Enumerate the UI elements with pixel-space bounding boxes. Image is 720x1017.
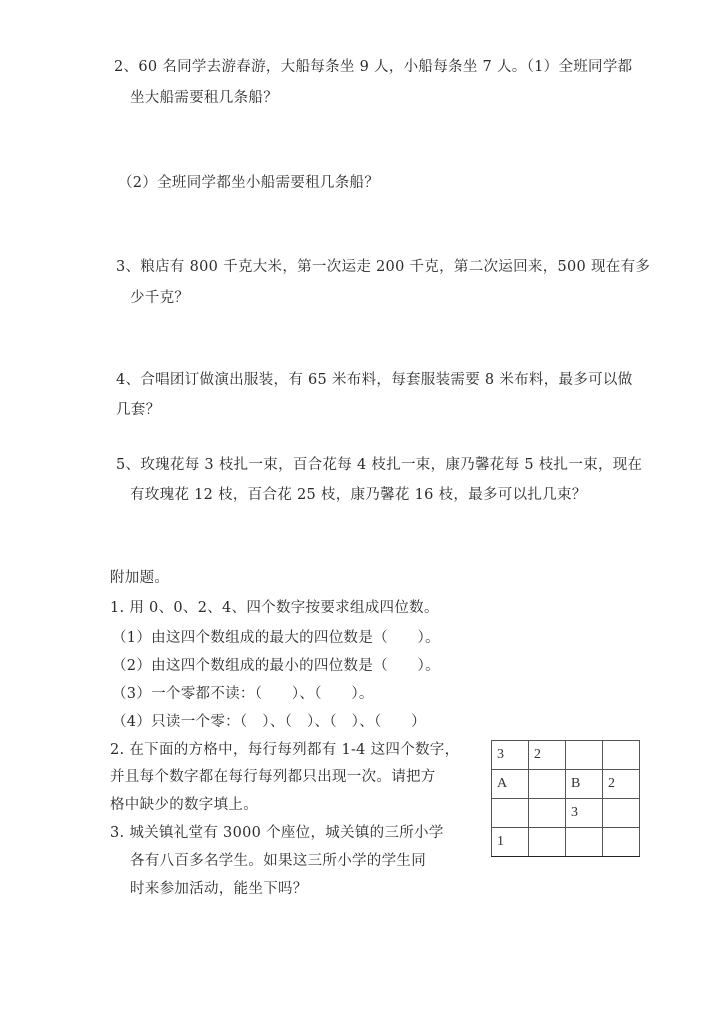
grid-cell xyxy=(529,799,566,828)
q2-line1: 2、60 名同学去游春游，大船每条坐 9 人，小船每条坐 7 人。（1）全班同学都 xyxy=(114,59,633,75)
q5-line1: 5、玫瑰花每 3 枝扎一束，百合花每 4 枝扎一束，康乃馨花每 5 枝扎一束，现在 xyxy=(116,457,643,473)
grid-row xyxy=(492,828,640,857)
grid-cell xyxy=(603,799,640,828)
extra-1-sub1: （1）由这四个数组成的最大的四位数是（ ）。 xyxy=(112,630,440,646)
grid-cell xyxy=(566,828,603,857)
grid-row xyxy=(492,770,640,799)
extra-2-line2: 并且每个数字都在每行每列都只出现一次。请把方 xyxy=(110,769,436,785)
grid-cell: B xyxy=(566,770,603,799)
extra-1-sub3: （3）一个零都不读：（ ）、（ ）。 xyxy=(112,686,374,702)
q3-line2: 少千克？ xyxy=(130,290,190,306)
grid-cell: A xyxy=(492,770,529,799)
grid-cell xyxy=(529,770,566,799)
grid-cell xyxy=(529,828,566,857)
grid-cell xyxy=(603,828,640,857)
q2-line2: 坐大船需要租几条船？ xyxy=(130,90,278,106)
extra-1-title: 1. 用 0、0、2、4、四个数字按要求组成四位数。 xyxy=(110,600,439,616)
extra-2-line3: 格中缺少的数字填上。 xyxy=(110,797,258,813)
extra-3-line1: 3. 城关镇礼堂有 3000 个座位，城关镇的三所小学 xyxy=(110,825,444,841)
extra-3-line2: 各有八百多名学生。如果这三所小学的学生同 xyxy=(130,853,426,869)
q4-line1: 4、合唱团订做演出服装，有 65 米布料，每套服装需要 8 米布料，最多可以做 xyxy=(116,372,633,388)
grid-cell: 2 xyxy=(603,770,640,799)
q4-line2: 几套？ xyxy=(116,402,161,418)
grid-cell xyxy=(566,741,603,770)
grid-cell xyxy=(492,799,529,828)
extra-1-sub2: （2）由这四个数组成的最小的四位数是（ ）。 xyxy=(112,658,440,674)
q2-part2: （2）全班同学都坐小船需要租几条船？ xyxy=(118,175,380,191)
grid-cell: 3 xyxy=(566,799,603,828)
grid-row xyxy=(492,799,640,828)
q3-line1: 3、粮店有 800 千克大米，第一次运走 200 千克，第二次运回来，500 现在有多 xyxy=(116,259,651,275)
grid-cell: 1 xyxy=(492,828,529,857)
sudoku-grid xyxy=(491,740,640,857)
q5-line2: 有玫瑰花 12 枝，百合花 25 枝，康乃馨花 16 枝，最多可以扎几束？ xyxy=(130,487,587,503)
grid-cell: 3 xyxy=(492,741,529,770)
extra-1-sub4: （4）只读一个零：（ ）、（ ）、（ ）、（ ） xyxy=(112,714,426,730)
grid-cell: 2 xyxy=(529,741,566,770)
extra-heading: 附加题。 xyxy=(110,570,170,586)
extra-2-line1: 2. 在下面的方格中，每行每列都有 1-4 这四个数字， xyxy=(110,742,460,758)
grid-cell xyxy=(603,741,640,770)
grid-row xyxy=(492,741,640,770)
extra-3-line3: 时来参加活动，能坐下吗？ xyxy=(130,881,308,897)
